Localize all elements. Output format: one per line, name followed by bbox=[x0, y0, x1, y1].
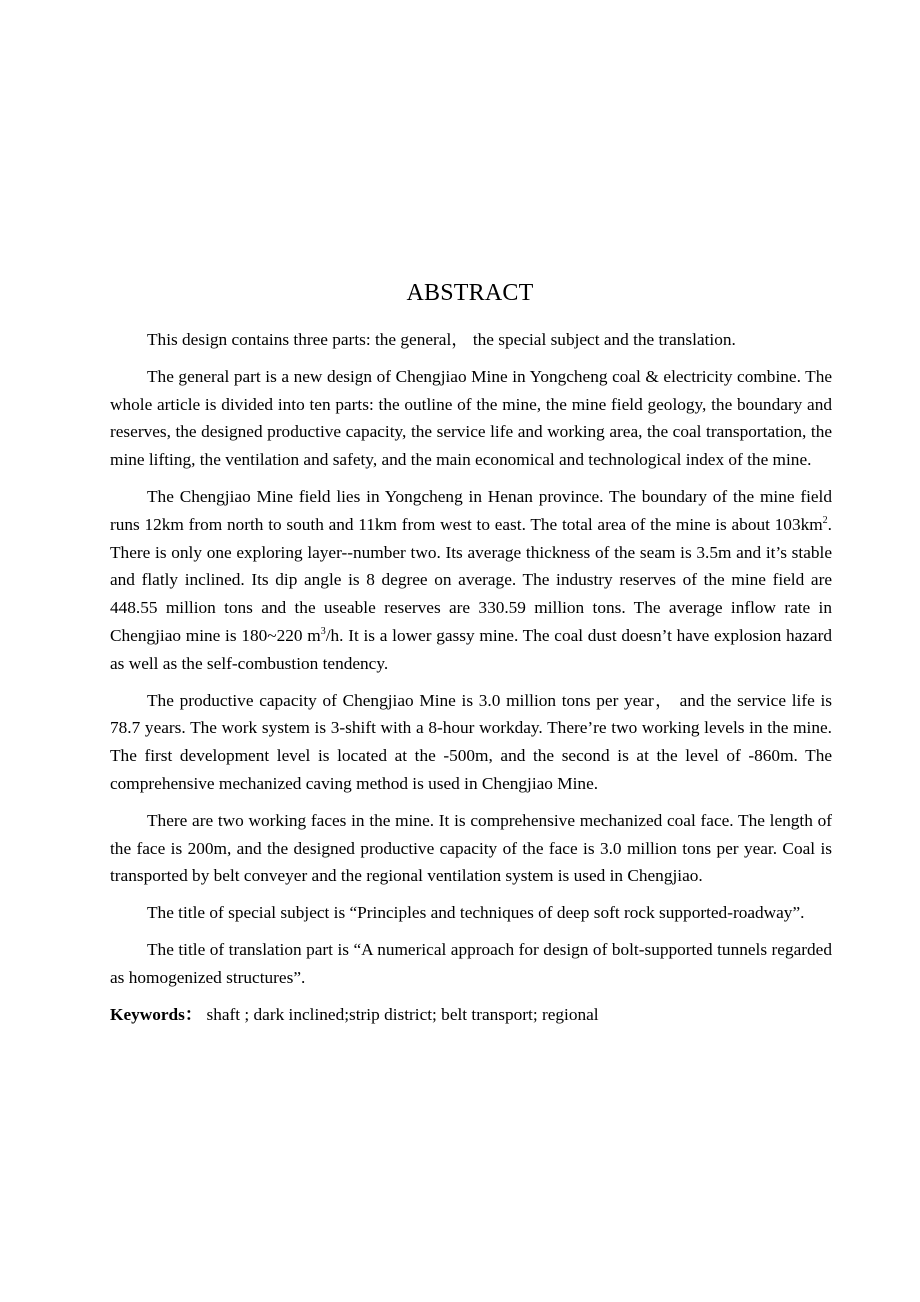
paragraph-mine-field-text-c: /h. It is a lower gassy mine. The coal dust doesn’t have explosion hazard as well as the self-combustion tendency. bbox=[110, 625, 832, 673]
paragraph-translation: The title of translation part is “A numerical approach for design of bolt-supported tunnels regarded as homogenized structures”. bbox=[110, 939, 832, 987]
keywords-line bbox=[110, 1001, 832, 1029]
paragraph-working-faces: There are two working faces in the mine. It is comprehensive mechanized coal face. The length of the face is 200m, and the designed productive capacity of the face is 3.0 million tons per year. Coal is transported by belt conveyer and the regional ventilation system is used in Chengjiao. bbox=[110, 810, 832, 886]
keywords-text: shaft ; dark inclined;strip district; belt transport; regional bbox=[202, 1004, 599, 1024]
paragraph-general-part: The general part is a new design of Chengjiao Mine in Yongcheng coal & electricity combine. The whole article is divided into ten parts: the outline of the mine, the mine field geology, the boundary and reserves, the designed productive capacity, the service life and working area, the coal transportation, the mine lifting, the ventilation and safety, and the main economical and technological index of the mine. bbox=[110, 366, 832, 470]
paragraph-mine-field-text-b: . There is only one exploring layer--number two. Its average thickness of the seam is 3.5m and it’s stable and flatly inclined. Its dip angle is 8 degree on average. The industry reserves of the mine field are 448.55 million tons and the useable reserves are 330.59 million tons. The average inflow rate in Chengjiao mine is 180~220 m bbox=[110, 514, 832, 645]
abstract-body bbox=[110, 326, 832, 1028]
paragraph-mine-field-text-a: The Chengjiao Mine field lies in Yongcheng in Henan province. The boundary of the mine field runs 12km from north to south and 11km from west to east. The total area of the mine is about 103km bbox=[110, 486, 832, 534]
keywords-label: Keywords： bbox=[110, 1004, 203, 1024]
abstract-heading: ABSTRACT bbox=[406, 280, 534, 306]
paragraph-productive-capacity: The productive capacity of Chengjiao Mine is 3.0 million tons per year， and the service life is 78.7 years. The work system is 3-shift with a 8-hour workday. There’re two working levels in the mine. The first development level is located at the -500m, and the second is at the level of -860m. The comprehensive mechanized caving method is used in Chengjiao Mine. bbox=[110, 690, 832, 793]
superscript-squared: 2 bbox=[822, 514, 828, 526]
paragraph-mine-field bbox=[110, 483, 832, 678]
superscript-cubed: 3 bbox=[320, 625, 326, 637]
paragraph-overview: This design contains three parts: the general， the special subject and the translation. bbox=[147, 330, 736, 349]
paragraph-special-subject: The title of special subject is “Principles and techniques of deep soft rock supported-roadway”. bbox=[147, 903, 805, 923]
